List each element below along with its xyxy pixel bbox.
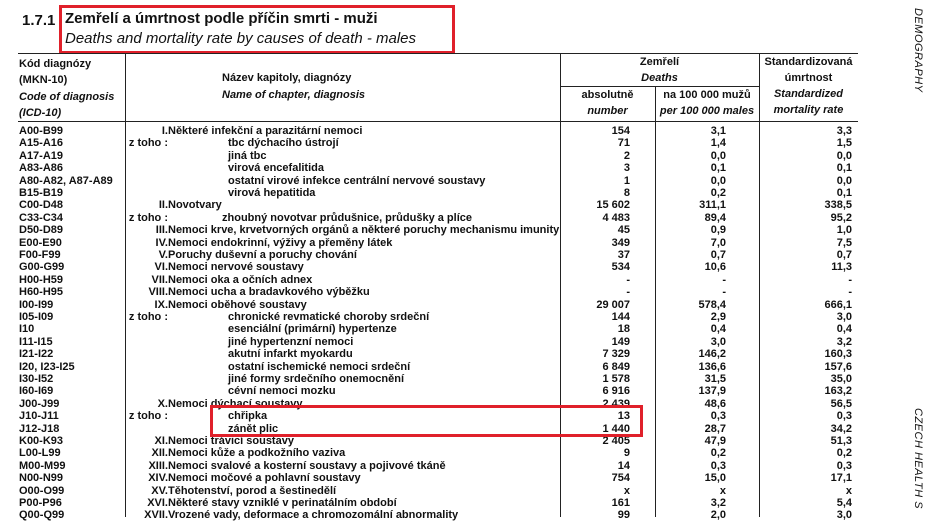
name-cell: Nemoci ucha a bradavkového výběžku: [168, 286, 370, 299]
header-rate: na 100 000 mužů per 100 000 males: [659, 89, 755, 117]
std-cell: 0,1: [836, 187, 852, 199]
code-cell: C33-C34: [19, 211, 64, 224]
std-cell: 157,6: [824, 360, 852, 373]
code-cell: A80-A82, A87-A89: [19, 174, 113, 187]
rate-cell: 146,2: [698, 348, 726, 361]
rate-cell: 0,0: [710, 149, 726, 162]
chapter-cell: z toho :: [128, 410, 168, 423]
header-abs: absolutně number: [581, 89, 634, 117]
name-cell: chronické revmatické choroby srdeční: [228, 311, 430, 323]
std-cell: 3,0: [836, 311, 852, 323]
table-row: [0, 509, 950, 522]
rate-cell: 137,9: [698, 385, 726, 398]
chapter-cell: z toho :: [128, 211, 168, 224]
std-cell: 1,0: [836, 224, 852, 237]
rate-cell: -: [722, 273, 726, 286]
chapter-cell: VI.: [154, 261, 168, 274]
abs-cell: 161: [611, 497, 630, 509]
table-row: [0, 485, 950, 498]
std-cell: 95,2: [830, 211, 852, 224]
code-cell: M00-M99: [19, 459, 66, 472]
code-cell: G00-G99: [19, 261, 65, 274]
std-cell: 3,2: [836, 335, 852, 348]
code-cell: A83-A86: [19, 162, 64, 175]
rate-cell: 0,0: [710, 174, 726, 187]
rate-cell: 28,7: [704, 422, 726, 435]
table-row: [0, 311, 950, 324]
chapter-cell: IV.: [155, 236, 168, 249]
code-cell: I60-I69: [19, 385, 54, 398]
code-cell: I10: [19, 323, 35, 336]
rate-cell: 0,2: [710, 447, 726, 460]
rate-cell: -: [722, 286, 726, 299]
chapter-cell: XVII.: [144, 509, 168, 522]
table-row: [0, 162, 950, 175]
name-cell: virová hepatitida: [228, 187, 316, 199]
chapter-cell: X.: [157, 397, 168, 410]
abs-cell: -: [626, 286, 630, 299]
abs-cell: 2: [623, 149, 630, 162]
rate-cell: 3,0: [710, 335, 726, 348]
abs-cell: -: [626, 273, 630, 286]
chapter-cell: XVI.: [147, 497, 168, 509]
abs-cell: 45: [617, 224, 630, 237]
chapter-cell: XV.: [151, 484, 168, 497]
std-cell: 338,5: [824, 199, 852, 212]
abs-cell: 154: [611, 125, 630, 137]
std-cell: 1,5: [836, 137, 852, 150]
chapter-cell: XI.: [154, 435, 168, 447]
name-cell: chřipka: [228, 410, 268, 423]
std-cell: -: [848, 286, 852, 299]
std-cell: 56,5: [830, 397, 852, 410]
chapter-cell: II.: [158, 199, 168, 212]
abs-cell: 144: [611, 311, 630, 323]
code-cell: F00-F99: [19, 249, 61, 261]
std-cell: 0,0: [836, 174, 852, 187]
rate-cell: 0,1: [710, 162, 726, 175]
rate-cell: 0,3: [710, 410, 726, 423]
header-deaths: Zemřelí Deaths: [639, 56, 680, 84]
name-cell: cévní nemoci mozku: [228, 385, 336, 398]
name-cell: Vrozené vady, deformace a chromozomální abnormality: [168, 509, 459, 522]
table-row: [0, 299, 950, 312]
code-cell: B15-B19: [19, 187, 64, 199]
std-cell: 0,7: [836, 249, 852, 261]
chapter-cell: z toho :: [128, 137, 168, 150]
std-cell: 7,5: [836, 236, 852, 249]
name-cell: virová encefalitida: [228, 162, 324, 175]
rate-cell: 7,0: [710, 236, 726, 249]
std-cell: 163,2: [824, 385, 852, 398]
table-row: [0, 385, 950, 398]
std-cell: 0,1: [836, 162, 852, 175]
table-row: [0, 348, 950, 361]
rate-cell: 10,6: [704, 261, 726, 274]
table-row: [0, 175, 950, 188]
abs-cell: 6 849: [602, 360, 630, 373]
code-cell: I11-I15: [19, 335, 53, 348]
abs-cell: 754: [611, 472, 630, 485]
abs-cell: 18: [617, 323, 630, 336]
side-label-demography: DEMOGRAPHY: [912, 8, 924, 93]
std-cell: 0,0: [836, 149, 852, 162]
code-cell: A17-A19: [19, 149, 64, 162]
name-cell: Některé infekční a parazitární nemoci: [168, 125, 363, 137]
name-cell: Nemoci svalové a kosterní soustavy a pojivové tkáně: [168, 459, 446, 472]
rate-cell: 48,6: [704, 397, 726, 410]
rate-cell: 0,9: [710, 224, 726, 237]
name-cell: zánět plic: [228, 422, 279, 435]
abs-cell: 2 439: [602, 397, 630, 410]
name-cell: jiné hypertenzní nemoci: [228, 335, 354, 348]
table-row: [0, 224, 950, 237]
table-row: [0, 237, 950, 250]
chapter-cell: VIII.: [148, 286, 168, 299]
table-row: [0, 125, 950, 138]
code-cell: H60-H95: [19, 286, 64, 299]
name-cell: Nemoci kůže a podkožního vaziva: [168, 447, 346, 460]
abs-cell: 15 602: [596, 199, 630, 212]
name-cell: Nemoci trávicí soustavy: [168, 435, 294, 447]
abs-cell: 13: [617, 410, 630, 423]
section-number: 1.7.1: [22, 12, 56, 29]
rate-cell: 0,2: [710, 187, 726, 199]
abs-cell: x: [623, 484, 630, 497]
name-cell: Nemoci krve, krvetvorných orgánů a některé poruchy mechanismu imunity: [168, 224, 560, 237]
chapter-cell: V.: [158, 249, 168, 261]
name-cell: Nemoci endokrinní, výživy a přeměny látek: [168, 236, 393, 249]
rate-cell: 15,0: [704, 472, 726, 485]
name-cell: zhoubný novotvar průdušnice, průdušky a plíce: [222, 211, 472, 224]
name-cell: Těhotenství, porod a šestinedělí: [168, 484, 337, 497]
rate-cell: 0,3: [710, 459, 726, 472]
table-row: [0, 187, 950, 200]
code-cell: I21-I22: [19, 348, 54, 361]
table-row: [0, 361, 950, 374]
table-row: [0, 373, 950, 386]
abs-cell: 29 007: [596, 298, 630, 311]
code-cell: L00-L99: [19, 447, 61, 460]
rate-cell: 31,5: [704, 373, 726, 385]
chapter-cell: I.: [161, 125, 168, 137]
header-std: Standardizovaná úmrtnost Standardized mortality rate: [764, 56, 853, 116]
code-cell: I20, I23-I25: [19, 360, 75, 373]
abs-cell: 9: [623, 447, 630, 460]
name-cell: jiné formy srdečního onemocnění: [228, 373, 405, 385]
abs-cell: 8: [623, 187, 630, 199]
side-label-czech-health: CZECH HEALTH S: [912, 408, 924, 509]
table-row: [0, 199, 950, 212]
name-cell: Novotvary: [168, 199, 222, 212]
abs-cell: 534: [611, 261, 630, 274]
std-cell: 35,0: [830, 373, 852, 385]
code-cell: C00-D48: [19, 199, 64, 212]
table-row: [0, 336, 950, 349]
code-cell: I00-I99: [19, 298, 54, 311]
std-cell: 160,3: [824, 348, 852, 361]
code-cell: Q00-Q99: [19, 509, 65, 522]
rate-cell: 1,4: [710, 137, 726, 150]
rate-cell: 0,4: [710, 323, 726, 336]
chapter-cell: IX.: [154, 298, 168, 311]
code-cell: A15-A16: [19, 137, 64, 150]
abs-cell: 7 329: [602, 348, 630, 361]
rate-cell: 3,2: [710, 497, 726, 509]
code-cell: A00-B99: [19, 125, 64, 137]
table-row: [0, 497, 950, 510]
page-title: Zemřelí a úmrtnost podle příčin smrti - muži: [65, 10, 378, 27]
abs-cell: 4 483: [602, 211, 630, 224]
abs-cell: 1 440: [602, 422, 630, 435]
name-cell: Nemoci močové a pohlavní soustavy: [168, 472, 361, 485]
chapter-cell: VII.: [151, 273, 168, 286]
chapter-cell: z toho :: [128, 311, 168, 323]
rate-cell: 0,7: [710, 249, 726, 261]
name-cell: Některé stavy vzniklé v perinatálním období: [168, 497, 397, 509]
rate-cell: 578,4: [698, 298, 726, 311]
abs-cell: 1: [623, 174, 630, 187]
abs-cell: 6 916: [602, 385, 630, 398]
header-name-en: Name of chapter, diagnosis: [222, 89, 366, 101]
name-cell: Nemoci dýchací soustavy: [168, 397, 303, 410]
name-cell: Nemoci oběhové soustavy: [168, 298, 307, 311]
std-cell: 0,3: [836, 410, 852, 423]
name-cell: ostatní virové infekce centrální nervové soustavy: [228, 174, 486, 187]
table-row: [0, 150, 950, 163]
rate-cell: x: [719, 484, 726, 497]
rate-cell: 311,1: [699, 199, 726, 212]
rate-cell: 47,9: [704, 435, 726, 447]
std-cell: 0,2: [836, 447, 852, 460]
highlight-box: [210, 405, 643, 437]
table-row: [0, 261, 950, 274]
abs-cell: 37: [617, 249, 630, 261]
std-cell: 0,3: [836, 459, 852, 472]
code-cell: N00-N99: [19, 472, 64, 485]
chapter-cell: XIII.: [148, 459, 168, 472]
code-cell: E00-E90: [19, 236, 62, 249]
std-cell: 666,1: [824, 298, 852, 311]
header-code-cz: Kód diagnózy (MKN-10): [19, 58, 92, 86]
table-row: [0, 249, 950, 262]
abs-cell: 71: [617, 137, 630, 150]
code-cell: H00-H59: [19, 273, 64, 286]
code-cell: K00-K93: [19, 435, 64, 447]
name-cell: esenciální (primární) hypertenze: [228, 323, 397, 336]
chapter-cell: III.: [155, 224, 168, 237]
abs-cell: 14: [617, 459, 630, 472]
name-cell: ostatní ischemické nemoci srdeční: [228, 360, 411, 373]
abs-cell: 349: [611, 236, 630, 249]
chapter-cell: XII.: [151, 447, 168, 460]
header-name-cz: Název kapitoly, diagnózy: [222, 72, 352, 84]
name-cell: jiná tbc: [228, 149, 267, 162]
abs-cell: 1 578: [602, 373, 630, 385]
table-row: [0, 274, 950, 287]
std-cell: 3,0: [836, 509, 852, 522]
code-cell: J12-J18: [19, 422, 60, 435]
table-row: [0, 137, 950, 150]
std-cell: 0,4: [836, 323, 852, 336]
abs-cell: 2 405: [602, 435, 630, 447]
std-cell: 5,4: [836, 497, 852, 509]
table-row: [0, 472, 950, 485]
abs-cell: 3: [623, 162, 630, 175]
code-cell: J10-J11: [19, 410, 59, 423]
name-cell: akutní infarkt myokardu: [228, 348, 353, 361]
abs-cell: 99: [617, 509, 630, 522]
rate-cell: 136,6: [698, 360, 726, 373]
rate-cell: 2,0: [710, 509, 726, 522]
name-cell: Poruchy duševní a poruchy chování: [168, 249, 357, 261]
rate-cell: 89,4: [704, 211, 726, 224]
rate-cell: 2,9: [710, 311, 726, 323]
rate-cell: 3,1: [710, 125, 726, 137]
page-subtitle: Deaths and mortality rate by causes of death - males: [65, 30, 417, 47]
table-row: [0, 323, 950, 336]
header-bottom-rule: [18, 121, 858, 122]
std-cell: 11,3: [831, 261, 852, 274]
table-row: [0, 286, 950, 299]
std-cell: 51,3: [830, 435, 852, 447]
code-cell: D50-D89: [19, 224, 64, 237]
std-cell: -: [848, 273, 852, 286]
table-row: [0, 447, 950, 460]
name-cell: tbc dýchacího ústrojí: [228, 137, 339, 150]
code-cell: O00-O99: [19, 484, 65, 497]
std-cell: 34,2: [830, 422, 852, 435]
code-cell: P00-P96: [19, 497, 62, 509]
code-cell: I30-I52: [19, 373, 54, 385]
table-row: [0, 212, 950, 225]
std-cell: 3,3: [836, 125, 852, 137]
name-cell: Nemoci oka a očních adnex: [168, 273, 313, 286]
std-cell: x: [845, 484, 852, 497]
chapter-cell: XIV.: [148, 472, 168, 485]
table-row: [0, 460, 950, 473]
header-code-en: Code of diagnosis (ICD-10): [19, 91, 115, 119]
name-cell: Nemoci nervové soustavy: [168, 261, 304, 274]
std-cell: 17,1: [830, 472, 852, 485]
abs-cell: 149: [611, 335, 630, 348]
code-cell: I05-I09: [19, 311, 54, 323]
code-cell: J00-J99: [19, 397, 60, 410]
